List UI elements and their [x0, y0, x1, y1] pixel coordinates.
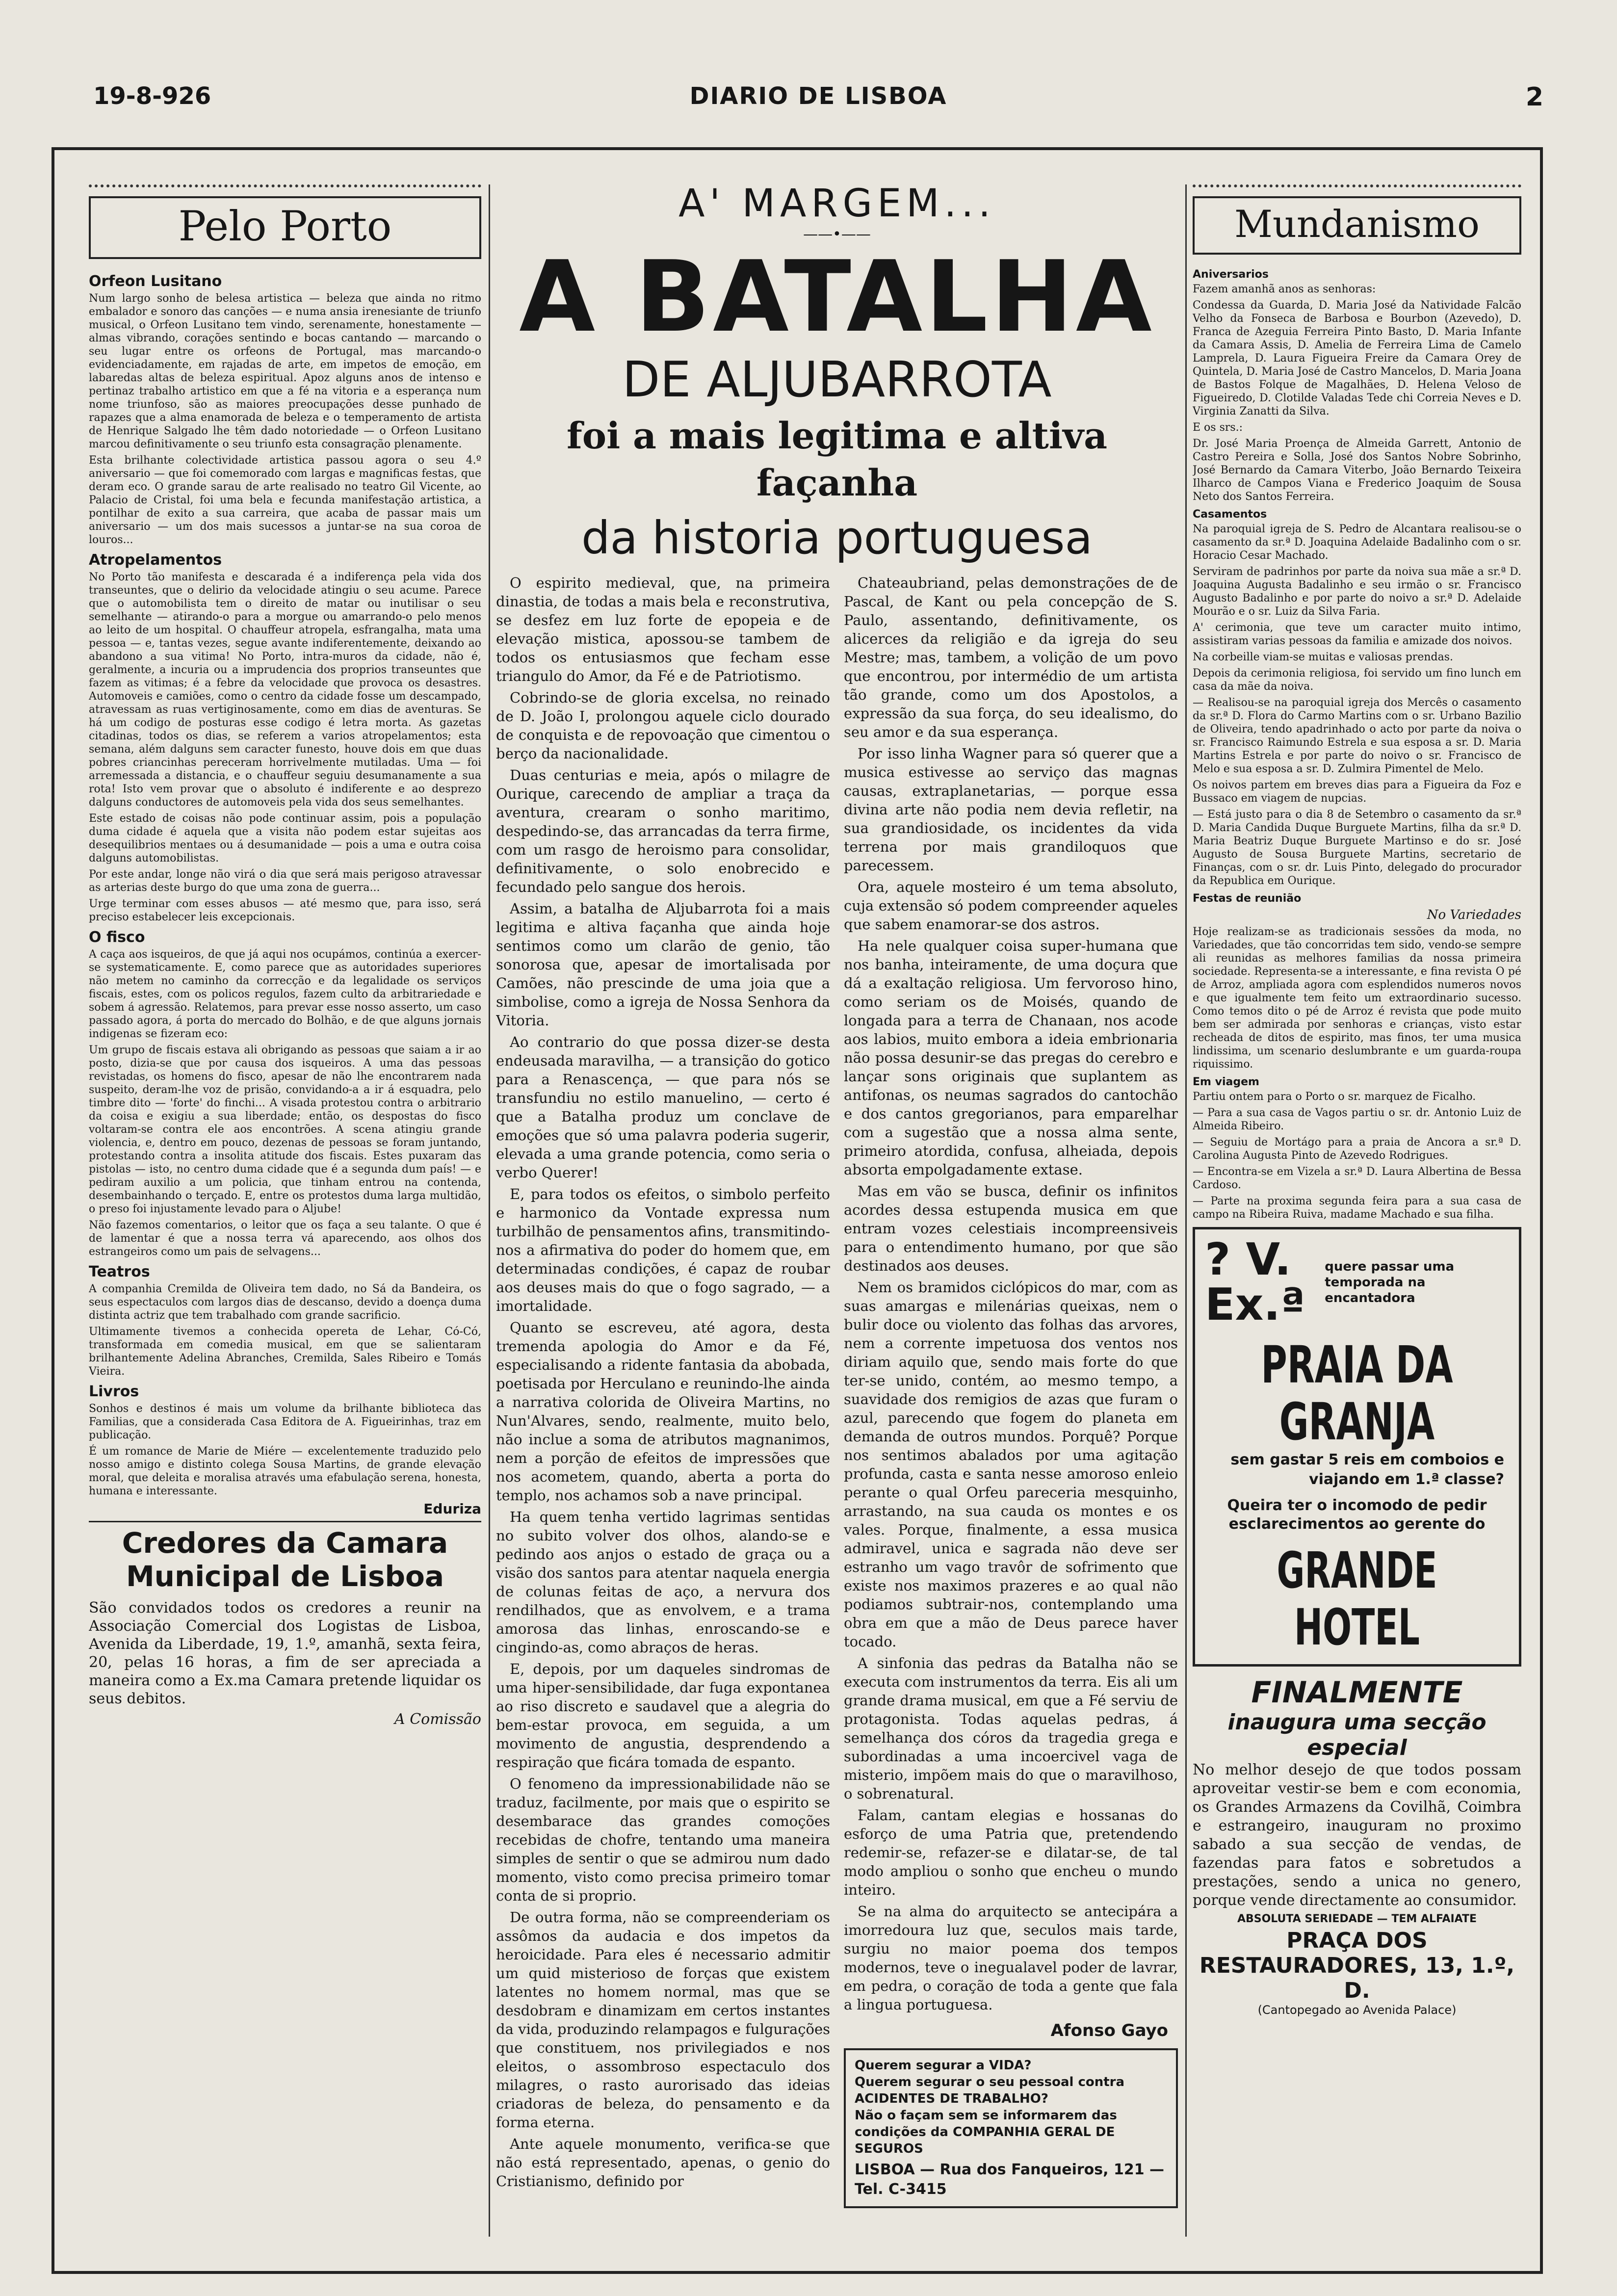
ad-question: ? V. Ex.ª [1205, 1234, 1305, 1331]
article-paragraph: Quanto se escreveu, até agora, desta tremenda apologia do Amor e da Fé, especialisando a ridente fantasia da abobada, poetisada por Herculano e reunindo-lhe ainda a narrativa colorida de Oliveira Martins, no Nun'Alvares, sendo, realmente, muito belo, não inclue a soma de atributos magnanimos, nem a porção de efeitos de impressões que nos acometem, quando, aberta a porta do templo, nos achamos sob a nave principal. [496, 1319, 830, 1504]
aniversarios-heading: Aniversarios [1193, 268, 1269, 281]
insurance-line: Querem segurar a VIDA? [855, 2058, 1032, 2073]
section-heading: Livros [89, 1383, 139, 1400]
article-paragraph: Chateaubriand, pelas demonstrações de de Pascal, de Kant ou pela concepção de S. Paulo, assentando, definitivamente, os alicerces da religião e da igreja do seu Mestre; mas, tambem, a volição de um povo que encontrou, por intermédio de um artista tão grande, como um dos Apostolos, a expressão da sua força, do seu idealismo, do seu amor e da sua esperança. [844, 574, 1178, 740]
casamentos-paragraph: A' cerimonia, que teve um caracter muito intimo, assistiram varias pessoas da familia e amizade dos noivos. [1193, 622, 1521, 647]
section-paragraph: A companhia Cremilda de Oliveira tem dado, no Sá da Bandeira, os seus espectaculos com largos dias de descanso, devido a doença duma distinta actriz que tem trabalhado com grande sacrificio. [89, 1283, 481, 1322]
viagem-paragraph: — Seguiu de Mortágo para a praia de Ancora a sr.ª D. Carolina Augusta Pinto de Azevedo Rodrigues. [1193, 1136, 1521, 1162]
section-paragraph: Sonhos e destinos é mais um volume da brilhante biblioteca das Familias, que a considerada Casa Editora de A. Figueirinhas, traz em publicação. [89, 1403, 481, 1441]
author-byline: Afonso Gayo [1050, 2021, 1168, 2040]
deck-line-2: da historia portuguesa [581, 512, 1093, 564]
viagem-heading: Em viagem [1193, 1076, 1259, 1088]
viagem-paragraph: — Encontra-se em Vizela a sr.ª D. Laura Albertina de Bessa Cardoso. [1193, 1166, 1521, 1191]
article-paragraph: Mas em vão se busca, definir os infinitos acordes dessa estupenda musica em que entram vozes celestiais incompreensiveis para o entendimento humano, por que são destinados aos deuses. [844, 1183, 1178, 1274]
casamentos-heading: Casamentos [1193, 508, 1267, 521]
section-title-mundanismo: Mundanismo [1193, 196, 1521, 255]
insurance-address: LISBOA — Rua dos Fanqueiros, 121 — Tel. C-3415 [855, 2161, 1165, 2198]
dotted-divider [1193, 184, 1521, 192]
insurance-line: Não o façam sem se informarem das condições da COMPANHIA GERAL DE SEGUROS [855, 2108, 1117, 2156]
column-rule [489, 184, 490, 2237]
festas-venue: No Variedades [1427, 908, 1521, 922]
article-paragraph: O espirito medieval, que, na primeira dinastia, de todas a mais bela e reconstrutiva, se desfez em luz forte de epopeia e de elevação mistica, apossou-se tambem de todos os entusiasmos que fecham esse triangulo do Amor, da Fé e de Patriotismo. [496, 574, 830, 684]
alfaiate-line: ABSOLUTA SERIEDADE — TEM ALFAIATE [1237, 1913, 1477, 1925]
credores-signature: A Comissão [394, 1711, 481, 1728]
viagem-paragraph: — Para a sua casa de Vagos partiu o sr. dr. Antonio Luiz de Almeida Ribeiro. [1193, 1107, 1521, 1132]
section-heading: Orfeon Lusitano [89, 273, 222, 290]
section-paragraph: Esta brilhante colectividade artistica passou agora o seu 4.º aniversario — que foi comemorado com largas e magnificas festas, que deram eco. O grande sarau de arte realisado no teatro Gil Vicente, ao Palacio de Cristal, foi uma bela e fecunda manifestação artistica, a pontilhar de exito a sua carreira, que acaba de passar mais um aniversario — um dos mais sucessos a juntar-se na sua coroa de louros... [89, 454, 481, 546]
section-paragraph: Ultimamente tivemos a conhecida opereta de Lehar, Có-Có, transformada em comedia musical, em que se salientaram brilhantemente Adelina Abranches, Cremilda, Sales Ribeiro e Tomás Vieira. [89, 1326, 481, 1378]
article-subcolumn-2 [844, 574, 1178, 2208]
article-paragraph: Nem os bramidos ciclópicos do mar, com as suas amargas e milenárias queixas, nem o bulir doce ou violento das folhas das arvores, nem a corrente impetuosa dos ventos nos diriam aquilo que, sendo mais forte do que ter-se unido, contém, ao mesmo tempo, a suavidade dos remigios de azas que furam o azul, parecendo que fogem do planeta em demanda de outros mundos. Porquê? Porque nos sentimos abalados por uma agitação profunda, casta e santa nesse amoroso enleio perante o qual Orfeu pareceria mesquinho, arrastando, na sua cauda os montes e os vales. Porque, finalmente, a essa musica admiravel, unica e sagrada não deve ser estranho um vago travôr de sofrimento que existe nos maximos prazeres e ao qual não podiamos subtrair-nos, contemplando uma obra em que a mão de Deus parece haver tocado. [844, 1279, 1178, 1650]
page-number: 2 [1525, 82, 1543, 112]
signature-eduriza: Eduriza [423, 1501, 481, 1517]
article-body [496, 574, 1178, 2208]
column-rule [1185, 184, 1187, 2237]
newspaper-name: DIARIO DE LISBOA [689, 82, 947, 110]
casamentos-paragraph: Na paroquial igreja de S. Pedro de Alcantara realisou-se o casamento da sr.ª D. Joaquina Adelaide Badalinho com o sr. Horacio Cesar Machado. [1193, 523, 1521, 562]
article-subcolumn-1 [496, 574, 830, 2208]
center-column [496, 184, 1178, 2242]
section-heading: O fisco [89, 929, 145, 946]
insurance-line: Querem segurar o seu pessoal contra ACIDENTES DE TRABALHO? [855, 2075, 1125, 2106]
article-paragraph: Ao contrario do que possa dizer-se desta endeusada maravilha, — a transição do gotico para a Renascença, — que para nós se transfundiu no estilo manuelino, — certo é que a Batalha produz um conclave de emoções que só uma palavra poderia sugerir, elevada a uma grande potencia, como seria o verbo Querer! [496, 1034, 830, 1181]
aniversarios-paragraph: Fazem amanhã anos as senhoras: [1193, 283, 1376, 295]
article-paragraph: O fenomeno da impressionabilidade não se traduz, facilmente, por mais que o espirito se desembarace das grandes comoções recebidas de chofre, tentando uma maneira simples de sentir o que se admirou num dado momento, visto como precisa primeiro tomar conta de si proprio. [496, 1775, 830, 1904]
section-paragraph: Um grupo de fiscais estava ali obrigando as pessoas que saiam a ir ao posto, dizia-se que por causa dos isqueiros. A uma das pessoas revistadas, os homens do fisco, apesar de não lhe encontrarem nada suspeito, deram-lhe voz de prisão, convidando-a a ir á esquadra, pelo timbre dito — 'forte' do finchi... A visada protestou contra o arbitrario da coisa e exigiu a sua liberdade; então, os despostas do fisco voltaram-se contra ele aos encontrões. A scena atingiu grande violencia, e, dentro em pouco, dezenas de pessoas se foram juntando, protestando contra a insolita atitude dos fiscais. Estes puxaram das pistolas — isto, no centro duma cidade que é a segunda dum país! — e pediram auxilio a um policia, que tinham entrou na contenda, desembainhando o terçado. E, entre os protestos duma larga multidão, o preso foi injustamente levado para o Aljube! [89, 1044, 481, 1215]
ad-praia-granja: PRAIA DA GRANJA [1261, 1335, 1453, 1452]
ad-queira: Queira ter o incomodo de pedir esclarecimentos ao gerente do [1227, 1497, 1487, 1533]
section-paragraph: Por este andar, longe não virá o dia que será mais perigoso atravessar as arterias deste burgo do que uma zona de guerra... [89, 868, 481, 894]
praca-address: PRAÇA DOS RESTAURADORES, 13, 1.º, D. [1199, 1928, 1515, 2003]
left-sections [89, 273, 481, 1498]
article-paragraph: Duas centurias e meia, após o milagre de Ourique, carecendo de ampliar a traça da aventura, crearam o sonho maritimo, despedindo-se, das arrancadas da terra firme, com um rasgo de heroismo para consolidar, definitivamente, o solo enobrecido e fecundado pelo sangue dos herois. [496, 767, 830, 895]
ad-grande-hotel: GRANDE HOTEL [1277, 1541, 1437, 1657]
kicker: A' MARGEM... [678, 184, 995, 226]
casamentos-paragraph: Depois da cerimonia religiosa, foi servido um fino lunch em casa da mãe da noiva. [1193, 667, 1521, 693]
casamentos-paragraph: Na corbeille viam-se muitas e valiosas prendas. [1193, 651, 1453, 663]
section-paragraph: No Porto tão manifesta e descarada é a indiferença pela vida dos transeuntes, que o delirio da velocidade atingiu o seu acume. Parece que o automobilista tem o direito de matar ou inutilisar o seu semelhante — atirando-o para a morgue ou amarrando-o pelo menos ao leito de um hospital. O chauffeur atropela, esfrangalha, mata uma pessoa — e, tantas vezes, segue avante indiferentemente, deixando ao abandono a sua vitima! No Porto, intra-muros da cidade, não é, geralmente, a incuria ou a imprudencia dos proprios transeuntes que fazem as vitimas; é a febre da velocidade que provoca os desastres. Automoveis e camiões, como o centro da cidade fosse um descampado, atravessam as ruas vertiginosamente, como em dias de aventuras. Se há um codigo de posturas esse codigo é letra morta. As gazetas citadinas, todos os dias, se referem a varios atropelamentos; esta semana, além dalguns sem caracter funesto, houve dois em que duas pobres criancinhas pereceram horrivelmente mutiladas. Uma — foi arremessada a distancia, e o chauffeur seguiu desumanamente a sua rota! Isto vem provar que o absoluto é indiferente e ao desprezo dalguns conductores de automoveis pela vida dos seus semelhantes. [89, 571, 481, 809]
section-paragraph: Urge terminar com esses abusos — até mesmo que, para isso, será preciso estabelecer leis excepcionais. [89, 898, 481, 923]
finalmente-heading: FINALMENTE [1251, 1675, 1463, 1710]
ad-question-rest: quere passar uma temporada na encantadora [1325, 1259, 1455, 1305]
main-headline: A BATALHA [519, 240, 1155, 354]
section-paragraph: A caça aos isqueiros, de que já aqui nos ocupámos, continúa a exercer-se systematicamente. E, como parece que as autoridades superiores não metem no caminho da correcção e da legalidade os serviços fiscais, estes, com os policos regulos, fazem culto da arbitrariedade e sobem á agressão. Relatemos, para prevar esse nosso asserto, um caso passado agora, á porta do mercado do Bolhão, e de que alguns jornais indigenas se fizeram eco: [89, 948, 481, 1040]
credores-title: Credores da Camara Municipal de Lisboa [89, 1521, 481, 1593]
article-paragraph: Cobrindo-se de gloria excelsa, no reinado de D. João I, prolongou aquele ciclo dourado de conquista e de repovoação que cimentou o berço da nacionalidade. [496, 689, 830, 762]
dotted-divider [89, 184, 481, 192]
ad-sem-gastar: sem gastar 5 reis em comboios e viajando em 1.ª classe? [1230, 1451, 1504, 1488]
article-paragraph: Ora, aquele mosteiro é um tema absoluto, cuja extensão só podem compreender aqueles que sabem enamorar-se dos astros. [844, 879, 1178, 933]
article-paragraph: Por isso linha Wagner para só querer que a musica estivesse ao serviço das magnas causas, extraplanetarias, — porque essa divina arte não podia nem devia refletir, na sua grandiosidade, os incidentes da vida terrena por mais grandiloquos que parecessem. [844, 745, 1178, 874]
sub-headline: DE ALJUBARROTA [622, 351, 1052, 408]
aniversarios-paragraph: Condessa da Guarda, D. Maria José da Natividade Falcão Velho da Fonseca de Barbosa e Bourbon (Azevedo), D. Franca de Azeguia Ferreira Pinto Basto, D. Maria Infante da Camara Assis, D. Amelia de Ferreira Lima de Camelo Lamprela, D. Laura Figueira Freire da Camara Orey de Quintela, D. Maria José de Castro Mancelos, D. Maria Joana de Bastos Folque de Magalhães, D. Helena Veloso de Figueiredo, D. Clotilde Valadas Tede chi Correia Neves e D. Virginia Zanatti da Silva. [1193, 299, 1521, 417]
ornament-divider: ——•—— [803, 226, 871, 243]
casamentos-paragraph: Os noivos partem em breves dias para a Figueira da Foz e Bussaco em viagem de nupcias. [1193, 779, 1521, 805]
granja-ad [1193, 1227, 1521, 1667]
right-column [1193, 184, 1521, 2242]
section-title-pelo-porto: Pelo Porto [89, 196, 481, 259]
article-paragraph: Ha nele qualquer coisa super-humana que nos banha, inteiramente, de uma doçura que dá a exaltação religiosa. Um fervoroso hino, como seriam os de Moisés, quando de longada para a terra de Chanaan, nos acode aos labios, muito embora a ideia embrionaria não possa desunir-se das pregas do cerebro e lançar sons originais que suplantem as antifonas, os neumas sagrados do cantochão e dos cantos gregorianos, para emparelhar com a sugestão que a nossa alma sente, primeiro atordida, confusa, alheiada, depois absorta empolgadamente extase. [844, 938, 1178, 1178]
festas-heading: Festas de reunião [1193, 892, 1302, 905]
article-paragraph: A sinfonia das pedras da Batalha não se executa com instrumentos da terra. Eis ali um grande drama musical, em que a Fé serviu de protagonista. Todas aquelas pedras, á semelhança dos córos da tragedia grega e subordinadas a uma incoercivel vaga de misterio, impõem mais do que o maravilhoso, o sobrenatural. [844, 1655, 1178, 1802]
article-paragraph: E, depois, por um daqueles sindromas de uma hiper-sensibilidade, dar fuga expontanea ao riso discreto e saudavel que a alegria do bem-estar provoca, em seguida, a um movimento de angustia, desprendendo a respiração que ficára tomada de espanto. [496, 1661, 830, 1771]
section-heading: Atropelamentos [89, 551, 222, 569]
section-heading: Teatros [89, 1263, 150, 1280]
deck-line-1: foi a mais legitima e altiva façanha [566, 415, 1108, 504]
praca-note: (Cantopegado ao Avenida Palace) [1257, 2003, 1457, 2017]
section-paragraph: Num largo sonho de belesa artistica — beleza que ainda no ritmo embalador e sonoro das canções — e numa ansia irenesiante de triunfo musical, o Orfeon Lusitano tem vindo, serenamente, honestamente — almas vibrando, corações sentindo e bocas cantando — marcando o seu lugar entre os orfeons de Portugal, mas marcando-o evidenciadamente, em rajadas de arte, em impetos de emoção, em labaredas altas de beleza espiritual. Apoz alguns anos de intenso e pertinaz trabalho artistico em que a fé na vitoria e a esperança num nome triunfoso, são as maiores preocupações desse punhado de rapazes que a alma enamorada de beleza e o temperamento de artista de Henrique Salgado lhe têm dado notoriedade — o Orfeon Lusitano marcou definitivamente o seu triunfo esta consagração plenamente. [89, 292, 481, 450]
issue-date: 19-8-926 [93, 82, 211, 110]
left-column [89, 184, 481, 2242]
casamentos-paragraph: — Está justo para o dia 8 de Setembro o casamento da sr.ª D. Maria Candida Duque Burguete Martins, filha da sr.ª D. Maria Beatriz Duque Burguete Martinso e do sr. José Augusto de Sousa Burguete Martins, secretario de Finanças, com o sr. dr. Luis Pinto, delegado do procurador da Republica em Ourique. [1193, 809, 1521, 887]
section-paragraph: Este estado de coisas não pode continuar assim, pois a população duma cidade é aquela que a visita não podem estar sujeitas aos desequilibrios mentaes ou á desumanidade — pois a uma e outra coisa dalguns automobilistas. [89, 812, 481, 864]
section-paragraph: É um romance de Marie de Miére — excelentemente traduzido pelo nosso amigo e distinto colega Sousa Martins, de grande elevação moral, que deleita e moralisa através uma efabulação serena, honesta, humana e interessante. [89, 1445, 481, 1497]
credores-text: São convidados todos os credores a reunir na Associação Comercial dos Logistas de Lisboa, Avenida da Liberdade, 19, 1.º, amanhã, sexta feira, 20, pelas 16 horas, a fim de ser apreciada a maneira como a Ex.ma Camara pretende liquidar os seus debitos. [89, 1599, 481, 1707]
viagem-paragraph: Partiu ontem para o Porto o sr. marquez de Ficalho. [1193, 1091, 1476, 1103]
casamentos-paragraph: — Realisou-se na paroquial igreja dos Mercês o casamento da sr.ª D. Flora do Carmo Martins com o sr. Urbano Bazilio de Oliveira, tendo apadrinhado o acto por parte da noiva o sr. Francisco Raimundo Estrela e sua esposa a sr. D. Maria Martins Estrela e por parte do noivo o sr. Francisco de Melo e sua esposa a sr. D. Zulmira Pimentel de Melo. [1193, 697, 1521, 775]
page-frame [52, 147, 1543, 2274]
article-paragraph: E, para todos os efeitos, o simbolo perfeito e harmonico da Vontade expressa num turbilhão de pensamentos afins, transmitindo-nos a afirmativa do poder do homem que, em determinadas condições, é capaz de roubar aos deuses mais do que o fogo sagrado, — a imortalidade. [496, 1186, 830, 1314]
aniversarios-paragraph: E os srs.: [1193, 421, 1243, 434]
article-paragraph: Assim, a batalha de Aljubarrota foi a mais legitima e altiva façanha que ainda hoje sentimos como um clarão de genio, tão sonorosa que, apesar de imortalisada por Camões, não prescinde de uma joia que a simbolise, como a igreja de Nossa Senhora da Vitoria. [496, 900, 830, 1029]
article-paragraph: Ha quem tenha vertido lagrimas sentidas no subito volver dos olhos, alando-se e pedindo aos anjos o estado de graça ou a visão dos santos para atentar naquela energia de colunas feitas de aço, a nervura dos rendilhados, que as envolvem, e a trama amorosa das linhas, enroscando-se e cingindo-as, como abraços de heras. [496, 1509, 830, 1656]
article-paragraph: De outra forma, não se compreenderiam os assômos da audacia e dos impetos da heroicidade. Para eles é necessario admitir um quid misterioso de forças que existem latentes no homem normal, mas que se desdobram e dinamizam em certos instantes da vida, produzindo relampagos e fulgurações que constituem, nos privilegiados e nos eleitos, o assombroso espectaculo dos milagres, o rasto aurorisado das ideias criadoras de beleza, do pensamento e da forma eterna. [496, 1909, 830, 2131]
article-paragraph: Ante aquele monumento, verifica-se que não está representado, apenas, o genio do Cristianismo, definido por [496, 2136, 830, 2190]
finalmente-sub: inaugura uma secção especial [1227, 1710, 1487, 1760]
festas-paragraph: Hoje realizam-se as tradicionais sessões da moda, no Variedades, que tão concorridas tem sido, vendo-se sempre ali reunidas as melhores familias da nossa primeira sociedade. Representa-se a interessante, e fina revista O pé de Arroz, ampliada agora com esplendidos numeros novos e que igualmente tem feito um extraordinario sucesso. Como temos dito o pé de Arroz é revista que pode muito bem ser admirada por senhoras e crianças, visto estar recheada de ditos de espirito, mas finos, ter uma musica lindissima, um scenario deslumbrante e um guarda-roupa riquissimo. [1193, 926, 1521, 1070]
section-paragraph: Não fazemos comentarios, o leitor que os faça a seu talante. O que é de lamentar é que a nossa terra vá aparecendo, aos olhos dos estrangeiros como um pais de selvagens... [89, 1219, 481, 1258]
viagem-paragraph: — Parte na proxima segunda feira para a sua casa de campo na Ribeira Ruiva, madame Machado e sua filha. [1193, 1195, 1521, 1221]
finalmente-text: No melhor desejo de que todos possam aproveitar vestir-se bem e com economia, os Grandes Armazens da Covilhã, Coimbra e estrangeiro, inauguram no proximo sabado a sua secção de vendas, de fazendas para fatos e sobretudos a prestações, sendo a unica no genero, porque vende directamente ao consumidor. [1193, 1761, 1521, 1909]
article-paragraph: Falam, cantam elegias e hossanas do esforço de uma Patria que, pretendendo redemir-se, refazer-se e dilatar-se, de tal modo ampliou o sonho que encheu o mundo inteiro. [844, 1807, 1178, 1898]
insurance-ad [844, 2048, 1178, 2208]
article-paragraph: Se na alma do arquitecto se antecipára a imorredoura luz que, seculos mais tarde, surgiu no maior poema dos tempos modernos, teve o inegualavel poder de lavrar, em pedra, o coração de toda a gente que fala a lingua portuguesa. [844, 1903, 1178, 2013]
aniversarios-paragraph: Dr. José Maria Proença de Almeida Garrett, Antonio de Castro Pereira e Solla, José dos Santos Nobre Sobrinho, José Bernardo da Camara Viterbo, João Bernardo Teixeira Ilharco de Campos Viana e Frederico Joaquim de Sousa Neto dos Santos Ferreira. [1193, 438, 1521, 503]
casamentos-paragraph: Serviram de padrinhos por parte da noiva sua mãe a sr.ª D. Joaquina Augusta Badalinho e seu irmão o sr. Francisco Augusto Badalinho e por parte do noivo a sr.ª D. Adelaide Mourão e o sr. Luiz da Silva Faria. [1193, 566, 1521, 618]
